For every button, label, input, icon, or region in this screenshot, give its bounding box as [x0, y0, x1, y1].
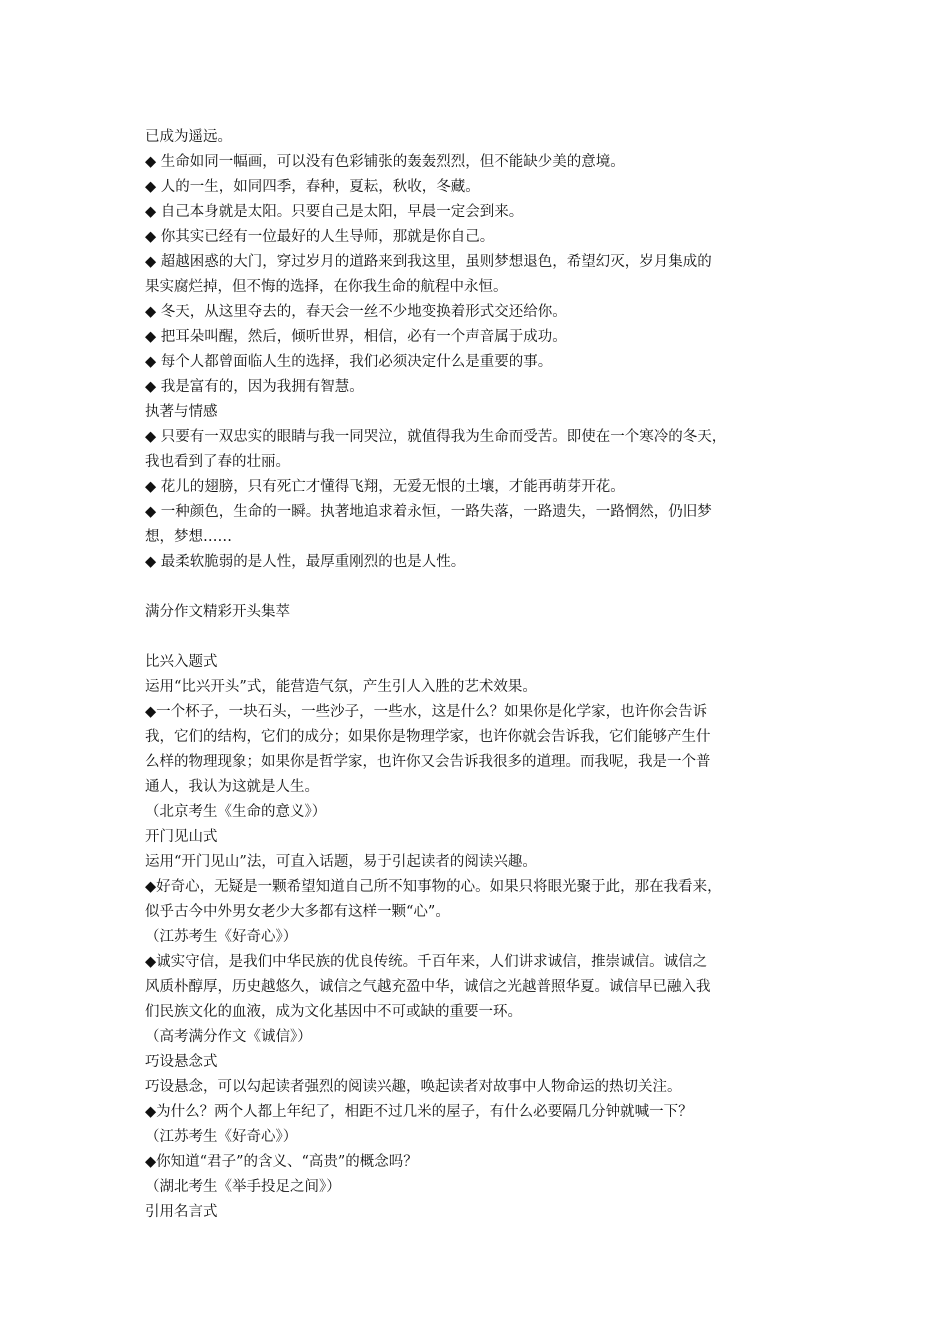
text-line: 已成为遥远。: [145, 129, 232, 145]
text-line: 运用“比兴开头”式，能营造气氛，产生引人入胜的艺术效果。: [145, 679, 537, 695]
text-line: ◆ 最柔软脆弱的是人性，最厚重刚烈的也是人性。: [145, 554, 466, 570]
text-line: ◆ 我是富有的，因为我拥有智慧。: [145, 379, 364, 395]
text-line: （北京考生《生命的意义》）: [145, 804, 327, 820]
blank-line: [145, 575, 820, 600]
text-line: 似乎古今中外男女老少大多都有这样一颗“心”。: [145, 904, 450, 920]
text-line: 想，梦想……: [145, 529, 232, 545]
text-line: ◆ 超越困惑的大门，穿过岁月的道路来到我这里，虽则梦想退色，希望幻灭，岁月集成的: [145, 254, 712, 270]
text-line: ◆ 只要有一双忠实的眼睛与我一同哭泣，就值得我为生命而受苦。即使在一个寒冷的冬天，: [145, 429, 727, 445]
text-line: （江苏考生《好奇心》）: [145, 1129, 298, 1145]
text-line: 运用“开门见山”法，可直入话题，易于引起读者的阅读兴趣。: [145, 854, 537, 870]
text-line: ◆ 人的一生，如同四季，春种，夏耘，秋收，冬藏。: [145, 179, 480, 195]
text-line: ◆好奇心，无疑是一颗希望知道自己所不知事物的心。如果只将眼光聚于此，那在我看来，: [145, 879, 722, 895]
text-line: 比兴入题式: [145, 654, 218, 670]
text-line: 风质朴醇厚，历史越悠久，诚信之气越充盈中华，诚信之光越普照华夏。诚信早已融入我: [145, 979, 711, 995]
text-line: ◆ 冬天，从这里夺去的，春天会一丝不少地变换着形式交还给你。: [145, 304, 567, 320]
text-line: 我，它们的结构，它们的成分；如果你是物理学家，也许你就会告诉我，它们能够产生什: [145, 729, 711, 745]
text-line: （高考满分作文《诚信》）: [145, 1029, 312, 1045]
text-line: ◆一个杯子，一块石头，一些沙子，一些水，这是什么？如果你是化学家，也许你会告诉: [145, 704, 708, 720]
text-line: ◆ 花儿的翅膀，只有死亡才懂得飞翔，无爱无恨的土壤，才能再萌芽开花。: [145, 479, 625, 495]
text-line: 我也看到了春的壮丽。: [145, 454, 290, 470]
document-page: [145, 125, 820, 1225]
text-line: ◆ 一种颜色，生命的一瞬。执著地追求着永恒，一路失落，一路遗失，一路惘然，仍旧梦: [145, 504, 712, 520]
text-line: （湖北考生《举手投足之间》）: [145, 1179, 341, 1195]
text-line: ◆ 生命如同一幅画，可以没有色彩铺张的轰轰烈烈，但不能缺少美的意境。: [145, 154, 625, 170]
text-line: 满分作文精彩开头集萃: [145, 604, 290, 620]
text-line: 果实腐烂掉，但不悔的选择，在你我生命的航程中永恒。: [145, 279, 508, 295]
text-line: 引用名言式: [145, 1204, 218, 1220]
text-line: 巧设悬念式: [145, 1054, 218, 1070]
text-line: ◆ 每个人都曾面临人生的选择，我们必须决定什么是重要的事。: [145, 354, 553, 370]
text-line: 通人，我认为这就是人生。: [145, 779, 319, 795]
text-line: ◆为什么？两个人都上年纪了，相距不过几米的屋子，有什么必要隔几分钟就喊一下？: [145, 1104, 693, 1120]
text-line: 们民族文化的血液，成为文化基因中不可或缺的重要一环。: [145, 1004, 522, 1020]
text-line: 执著与情感: [145, 404, 218, 420]
text-line: ◆ 自己本身就是太阳。只要自己是太阳，早晨一定会到来。: [145, 204, 524, 220]
text-line: ◆你知道“君子”的含义、“高贵”的概念吗？: [145, 1154, 418, 1170]
text-line: 巧设悬念，可以勾起读者强烈的阅读兴趣，唤起读者对故事中人物命运的热切关注。: [145, 1079, 682, 1095]
text-line: 么样的物理现象；如果你是哲学家，也许你又会告诉我很多的道理。而我呢，我是一个普: [145, 754, 711, 770]
blank-line: [145, 625, 820, 650]
text-line: ◆ 你其实已经有一位最好的人生导师，那就是你自己。: [145, 229, 495, 245]
text-line: （江苏考生《好奇心》）: [145, 929, 298, 945]
text-line: ◆诚实守信，是我们中华民族的优良传统。千百年来，人们讲求诚信，推崇诚信。诚信之: [145, 954, 708, 970]
text-line: 开门见山式: [145, 829, 218, 845]
text-line: ◆ 把耳朵叫醒，然后，倾听世界，相信，必有一个声音属于成功。: [145, 329, 567, 345]
